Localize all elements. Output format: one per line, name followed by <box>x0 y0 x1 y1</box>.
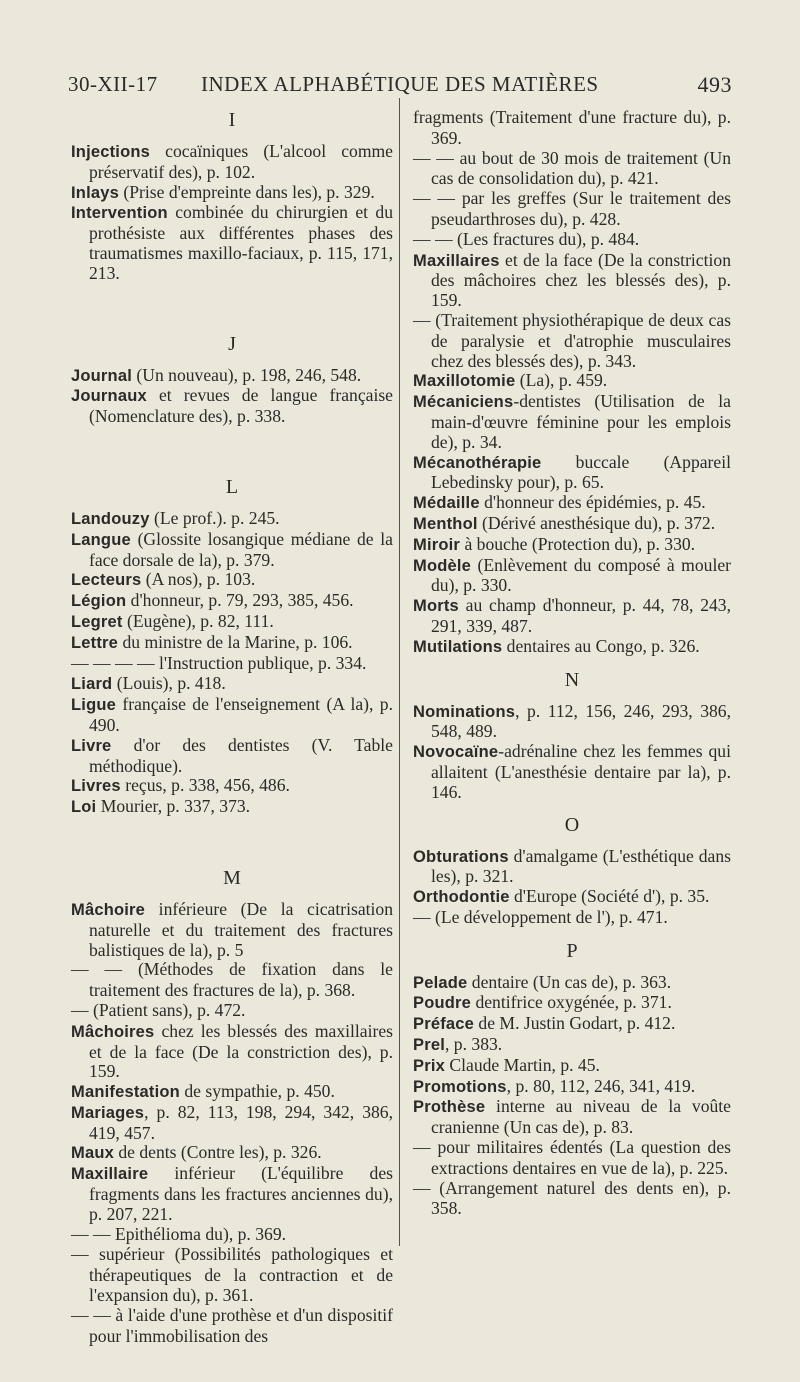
entry-headword: Lecteurs <box>71 571 142 590</box>
entry-headword: Prothèse <box>413 1098 486 1117</box>
entry-headword: Maux <box>71 1144 114 1163</box>
entry-text: inférieur (L'équilibre des fragments dans les fractures anciennes du), p. 207, 221. <box>89 1163 393 1224</box>
entry-headword: Livre <box>71 736 112 755</box>
entry-text: — — — — l'Instruction publique, p. 334. <box>71 652 367 673</box>
index-entry <box>71 776 393 797</box>
index-entry <box>71 1164 393 1224</box>
index-entry <box>71 900 393 960</box>
section-letter: M <box>223 866 241 889</box>
entry-text: interne au niveau de la voûte cranienne (Un cas de), p. 83. <box>431 1096 731 1138</box>
entry-text: d'honneur, p. 79, 293, 385, 456. <box>126 590 354 611</box>
entry-text: (Eugène), p. 82, 111. <box>122 610 274 631</box>
entry-headword: Pelade <box>413 973 468 992</box>
index-entry <box>71 366 393 387</box>
index-entry <box>71 591 393 612</box>
index-entry <box>71 142 393 183</box>
entry-text: , p. 82, 113, 198, 294, 342, 386, 419, 457. <box>89 1101 393 1143</box>
section-gap <box>71 818 393 856</box>
entry-text: cocaïniques (L'alcool comme préservatif des), p. 102. <box>89 141 393 182</box>
entry-headword: Orthodontie <box>413 888 510 907</box>
header-title: INDEX ALPHABÉTIQUE DES MATIÈRES <box>201 72 599 96</box>
entry-headword: Médaille <box>413 494 480 513</box>
index-entry <box>413 493 731 514</box>
entry-headword: Lettre <box>71 633 119 652</box>
section-letter: J <box>228 332 236 355</box>
index-entry <box>413 251 731 311</box>
index-entry <box>413 1179 731 1220</box>
entry-headword: Mâchoire <box>71 900 146 919</box>
entry-text: et revues de langue française (Nomenclature des), p. 338. <box>89 385 393 427</box>
entry-text: — (Traitement physiothérapique de deux cas de paralysie et d'atrophie musculaires chez des blessés des), p. 343. <box>413 309 731 371</box>
entry-text: de sympathie, p. 450. <box>179 1081 335 1102</box>
entry-headword: Journaux <box>71 387 147 406</box>
column-divider <box>399 98 400 1246</box>
index-entry <box>413 556 731 597</box>
left-column <box>71 108 393 1346</box>
entry-headword: Modèle <box>413 556 472 575</box>
entry-text: -dentistes (Utilisation de la main-d'œuvre féminine pour les emplois de), p. 34. <box>431 391 731 452</box>
index-entry <box>71 736 393 777</box>
index-entry <box>413 742 731 802</box>
index-entry <box>71 1143 393 1164</box>
entry-headword: Loi <box>71 798 97 817</box>
entry-text: (Dérivé anesthésique du), p. 372. <box>477 512 716 533</box>
index-entry <box>413 637 731 658</box>
entry-text: — (Patient sans), p. 472. <box>71 999 246 1020</box>
entry-text: (Prise d'empreinte dans les), p. 329. <box>118 181 375 202</box>
entry-headword: Mécanothérapie <box>413 453 542 472</box>
entry-headword: Miroir <box>413 535 461 554</box>
entry-text: — — (Les fractures du), p. 484. <box>413 228 640 249</box>
entry-headword: Landouzy <box>71 509 150 528</box>
header-date: 30-XII-17 <box>68 72 158 96</box>
entry-headword: Préface <box>413 1015 475 1034</box>
index-entry <box>413 371 731 392</box>
entry-text: — (Le développement de l'), p. 471. <box>413 906 668 927</box>
entry-text: Mourier, p. 337, 373. <box>96 796 251 817</box>
entry-text: — pour militaires édentés (La question des extractions dentaires en vue de la), p. 225. <box>413 1137 731 1178</box>
section-letter: I <box>228 109 236 131</box>
index-entry <box>71 509 393 530</box>
index-entry <box>413 230 731 251</box>
entry-headword: Ligue <box>71 696 116 715</box>
entry-text: — supérieur (Possibilités pathologiques et thérapeutiques de la contraction et de l'expansion du), p. 361. <box>71 1244 393 1306</box>
index-entry <box>413 908 731 929</box>
index-entry <box>413 993 731 1014</box>
index-entry <box>413 973 731 994</box>
entry-headword: Prel <box>413 1036 445 1055</box>
index-entry <box>413 596 731 637</box>
entry-text: de M. Justin Godart, p. 412. <box>474 1013 676 1034</box>
index-entry <box>413 108 731 149</box>
index-entry <box>71 183 393 204</box>
entry-headword: Morts <box>413 597 459 616</box>
entry-headword: Journal <box>71 366 132 385</box>
index-entry <box>413 1014 731 1035</box>
entry-text: — — à l'aide d'une prothèse et d'un dispositif pour l'immobilisation des <box>71 1304 393 1346</box>
index-entry <box>71 386 393 427</box>
index-entry <box>413 1138 731 1179</box>
entry-headword: Maxillotomie <box>413 372 516 391</box>
index-entry <box>71 1103 393 1144</box>
index-entry <box>413 702 731 743</box>
entry-text: reçus, p. 338, 456, 486. <box>120 775 290 796</box>
index-entry <box>413 514 731 535</box>
page-number: 493 <box>697 72 732 97</box>
index-entry <box>71 1082 393 1103</box>
entry-text: (Enlèvement du composé à mouler du), p. 330. <box>431 554 731 596</box>
index-entry <box>71 1022 393 1082</box>
index-entry <box>71 612 393 633</box>
entry-text: , p. 80, 112, 246, 341, 419. <box>506 1075 696 1096</box>
section-gap <box>71 284 393 322</box>
entry-headword: Langue <box>71 530 131 549</box>
entry-text: d'amalgame (L'esthétique dans les), p. 321. <box>431 845 731 887</box>
index-entry <box>413 1077 731 1098</box>
entry-headword: Poudre <box>413 994 472 1013</box>
entry-text: — (Arrangement naturel des dents en), p. 358. <box>413 1177 731 1219</box>
entry-text: d'honneur des épidémies, p. 45. <box>479 492 706 513</box>
entry-text: dentaire (Un cas de), p. 363. <box>467 971 672 992</box>
index-entry <box>413 1056 731 1077</box>
entry-headword: Mariages <box>71 1103 145 1122</box>
index-entry <box>71 530 393 571</box>
entry-text: combinée du chirurgien et du prothésiste aux différentes phases des traumatismes maxillo-faciaux, p. 115, 171, 213. <box>89 202 393 283</box>
index-entry <box>413 453 731 494</box>
entry-text: à bouche (Protection du), p. 330. <box>460 533 696 554</box>
entry-text: Claude Martin, p. 45. <box>445 1054 600 1075</box>
entry-text: — — Epithélioma du), p. 369. <box>71 1223 287 1244</box>
entry-text: (La), p. 459. <box>515 370 608 391</box>
entry-text: d'Europe (Société d'), p. 35. <box>509 886 710 907</box>
entry-headword: Nominations <box>413 702 516 721</box>
index-entry <box>71 695 393 736</box>
entry-headword: Menthol <box>413 514 478 533</box>
entry-headword: Maxillaires <box>413 251 500 270</box>
section-letter: N <box>564 668 580 691</box>
entry-text: , p. 112, 156, 246, 293, 386, 548, 489. <box>431 700 731 742</box>
entry-text: inférieure (De la cicatrisation naturelle et du traitement des fractures balistiques de la), p. 5 <box>89 898 393 960</box>
entry-headword: Prix <box>413 1056 445 1075</box>
entry-text: — — au bout de 30 mois de traitement (Un cas de consolidation du), p. 421. <box>413 147 731 189</box>
entry-headword: Mâchoires <box>71 1022 155 1041</box>
entry-text: (Le prof.). p. 245. <box>149 507 280 528</box>
entry-headword: Injections <box>71 143 151 161</box>
entry-text: fragments (Traitement d'une fracture du), p. 369. <box>413 107 731 148</box>
section-letter: O <box>564 813 580 836</box>
index-entry <box>413 1035 731 1056</box>
index-entry <box>71 633 393 654</box>
entry-text: -adrénaline chez les femmes qui allaitent (L'anesthésie dentaire par la), p. 146. <box>431 741 731 802</box>
entry-headword: Novocaïne <box>413 743 499 762</box>
entry-text: (Glossite losangique médiane de la face dorsale de la), p. 379. <box>89 528 393 570</box>
entry-text: et de la face (De la constriction des mâchoires chez les blessés des), p. 159. <box>431 249 731 311</box>
entry-text: (Louis), p. 418. <box>112 673 226 694</box>
entry-text: au champ d'honneur, p. 44, 78, 243, 291, 339, 487. <box>431 595 731 636</box>
entry-headword: Promotions <box>413 1077 507 1096</box>
running-head <box>68 72 732 104</box>
index-entry <box>413 847 731 888</box>
index-entry <box>71 960 393 1001</box>
entry-text: du ministre de la Marine, p. 106. <box>118 631 353 652</box>
section-letter: P <box>566 939 578 962</box>
index-entry <box>71 1306 393 1347</box>
entry-headword: Mutilations <box>413 637 503 656</box>
index-entry <box>413 311 731 371</box>
entry-text: — — par les greffes (Sur le traitement des pseudarthroses du), p. 428. <box>413 188 731 229</box>
entry-headword: Liard <box>71 675 113 694</box>
index-entry <box>71 1245 393 1305</box>
entry-headword: Intervention <box>71 204 168 223</box>
index-entry <box>71 674 393 695</box>
index-entry <box>71 570 393 591</box>
index-entry <box>71 797 393 818</box>
entry-text: , p. 383. <box>445 1034 503 1055</box>
index-entry <box>413 189 731 230</box>
entry-text: dentifrice oxygénée, p. 371. <box>471 992 672 1013</box>
index-entry <box>71 654 393 675</box>
entry-text: de dents (Contre les), p. 326. <box>113 1142 322 1163</box>
index-entry <box>71 1001 393 1022</box>
entry-headword: Obturations <box>413 847 509 866</box>
entry-headword: Legret <box>71 612 123 631</box>
entry-text: chez les blessés des maxillaires et de la face (De la constriction des), p. 159. <box>89 1020 393 1082</box>
index-entry <box>413 1097 731 1138</box>
entry-text: dentaires au Congo, p. 326. <box>502 635 700 656</box>
entry-text: française de l'enseignement (A la), p. 490. <box>89 694 393 735</box>
entry-headword: Inlays <box>71 183 119 202</box>
entry-headword: Livres <box>71 777 121 796</box>
index-entry <box>413 392 731 452</box>
index-entry <box>413 535 731 556</box>
index-entry <box>413 149 731 190</box>
entry-headword: Maxillaire <box>71 1165 149 1184</box>
index-entry <box>71 1225 393 1246</box>
entry-text: buccale (Appareil Lebedinsky pour), p. 65. <box>431 451 731 493</box>
index-entry <box>71 203 393 283</box>
section-letter: L <box>225 475 239 498</box>
entry-headword: Mécaniciens <box>413 393 514 412</box>
entry-text: — — (Méthodes de fixation dans le traitement des fractures de la), p. 368. <box>71 959 393 1001</box>
right-column <box>413 108 731 1219</box>
section-gap <box>71 427 393 465</box>
entry-headword: Légion <box>71 592 127 611</box>
entry-text: (A nos), p. 103. <box>141 569 256 590</box>
entry-text: d'or des dentistes (V. Table méthodique). <box>89 734 393 776</box>
entry-text: (Un nouveau), p. 198, 246, 548. <box>132 364 362 385</box>
index-entry <box>413 887 731 908</box>
entry-headword: Manifestation <box>71 1083 180 1102</box>
